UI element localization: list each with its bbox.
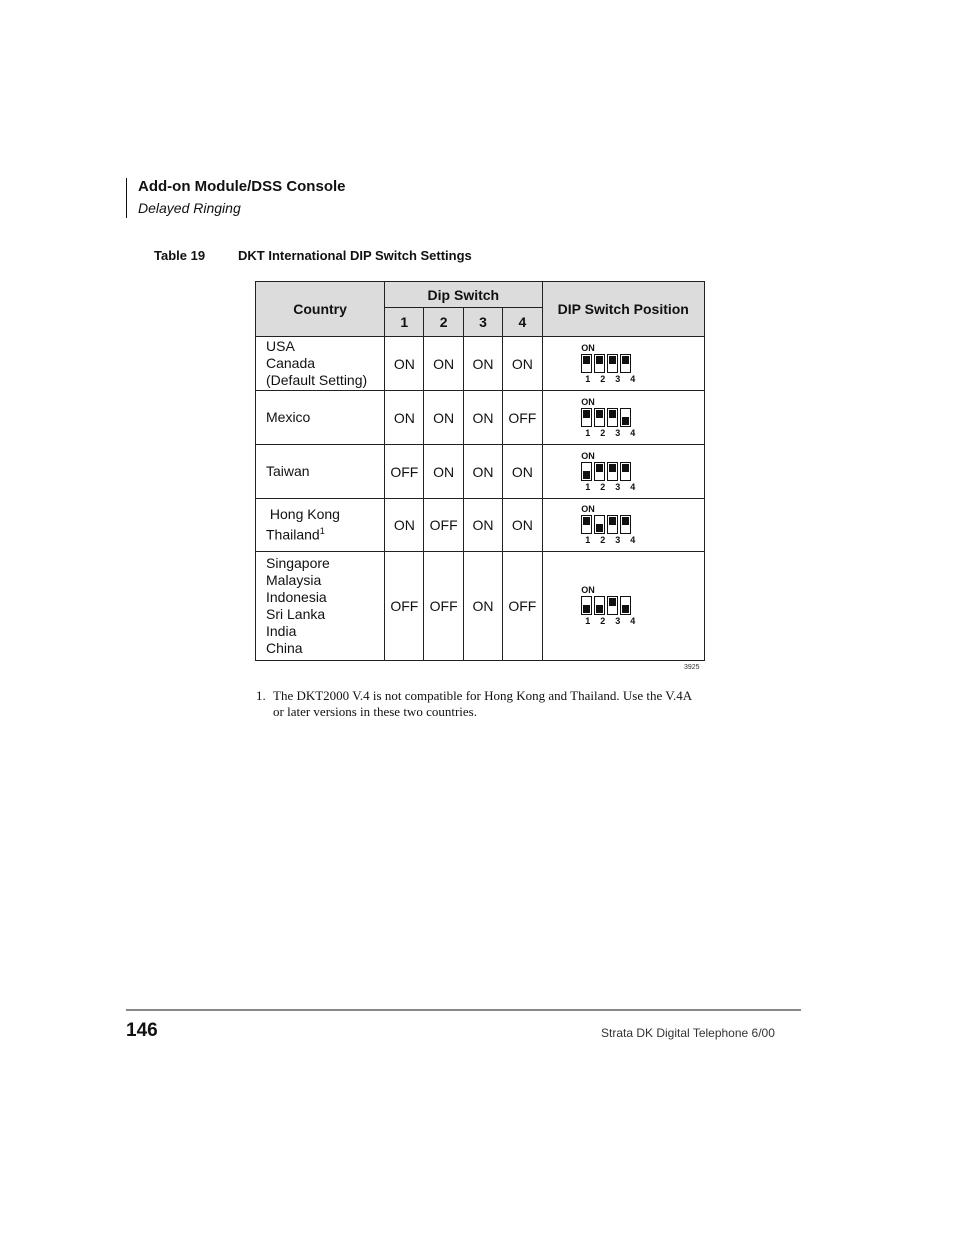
dip-switch-knob [622,356,629,364]
dip-switch-table [255,281,705,661]
dip-switch-number: 4 [630,535,636,545]
country-cell [256,445,385,499]
dip-switch-toggle [581,515,592,534]
country-cell [256,499,385,552]
header-position: DIP Switch Position [542,282,704,337]
dip-switch-knob [583,471,590,479]
dip-on-label: ON [581,342,595,353]
country-name: China [266,640,303,656]
header-switch-3: 3 [463,308,502,337]
dip-switch-diagram [581,504,643,545]
country-name-text: Thailand [266,526,320,543]
header-rule [126,178,127,218]
country-name: USA [266,338,295,354]
dip-on-label: ON [581,450,595,461]
header-country: Country [256,282,385,337]
table-row [256,552,705,661]
dip-switch-knob [622,417,629,425]
dip-switch-number: 1 [585,427,591,438]
footnote-marker: 1 [319,526,325,537]
dip-switch-toggle [620,515,631,534]
dip-switch-knob [622,605,629,613]
dip-switch-number: 1 [585,535,591,545]
dip-switch-number: 4 [630,616,636,626]
dip-position-cell [542,391,704,445]
footnote [256,688,704,720]
switch-value-cell: ON [385,337,424,391]
dip-switch-knob [596,605,603,613]
dip-switch-diagram [581,397,643,438]
dip-switch-numbers [581,482,643,492]
dip-switch-number: 2 [600,373,606,384]
country-name: Sri Lanka [266,606,326,622]
table-row [256,391,705,445]
table-label: Table 19 [154,248,206,263]
footnote-number: 1. [256,688,266,703]
dip-switch-number: 4 [630,481,636,492]
footer-text: Strata DK Digital Telephone 6/00 [601,1026,775,1040]
country-name: Indonesia [266,589,327,605]
dip-switch-knob [596,524,603,532]
dip-switch-toggle [607,354,618,373]
dip-switch-number: 3 [615,535,621,545]
dip-switch-diagram [581,343,643,384]
country-name: Hong Kong [266,506,340,523]
dip-switch-knob [583,356,590,364]
dip-switch-number: 4 [630,427,636,438]
dip-switch-number: 2 [600,616,606,626]
page-number: 146 [126,1020,158,1041]
dip-switch-knob [622,464,629,472]
dip-switch-toggle [581,462,592,481]
country-cell [256,391,385,445]
country-name: Taiwan [266,463,310,479]
dip-switch-number: 3 [615,427,621,438]
dip-switch-toggle [594,596,605,615]
dip-switch-toggle [607,408,618,427]
header-switch-1: 1 [385,308,424,337]
dip-switch-numbers [581,374,643,384]
switch-value-cell: OFF [424,552,463,661]
dip-switch-number: 3 [615,616,621,626]
dip-on-label: ON [581,504,595,514]
dip-switch-toggle [594,462,605,481]
dip-switch-number: 1 [585,373,591,384]
dip-switch-toggle [620,596,631,615]
switch-value-cell: ON [424,445,463,499]
table-row [256,499,705,552]
header-dip-switch: Dip Switch [385,282,542,308]
dip-switch-diagram [581,451,643,492]
switch-value-cell: ON [385,391,424,445]
dip-switch-numbers [581,535,643,545]
footnote-text: The DKT2000 V.4 is not compatible for Hong Kong and Thailand. Use the V.4A or later versions in these two countries. [273,688,692,719]
table-body [256,337,705,661]
country-name: India [266,623,297,639]
switch-value-cell: OFF [385,552,424,661]
dip-switch-toggle [607,596,618,615]
dip-switch-number: 3 [615,481,621,492]
dip-switch-number: 2 [600,481,606,492]
dip-switch-knob [609,598,616,606]
switch-value-cell: OFF [385,445,424,499]
dip-switch-group [581,462,643,481]
dip-switch-toggle [581,596,592,615]
table-title: DKT International DIP Switch Settings [238,248,472,263]
footer-rule [126,1009,801,1011]
dip-switch-toggle [607,515,618,534]
dip-switch-toggle [581,408,592,427]
dip-switch-toggle [594,408,605,427]
figure-id: 3925 [684,664,700,671]
switch-value-cell: ON [503,499,542,552]
dip-switch-knob [583,517,590,525]
dip-switch-number: 2 [600,427,606,438]
dip-switch-group [581,596,643,615]
dip-switch-toggle [581,354,592,373]
switch-value-cell: ON [424,391,463,445]
switch-value-cell: OFF [503,391,542,445]
dip-switch-group [581,354,643,373]
dip-switch-group [581,408,643,427]
header-switch-4: 4 [503,308,542,337]
dip-switch-number: 1 [585,481,591,492]
section-subtitle: Delayed Ringing [138,200,241,216]
country-cell [256,552,385,661]
dip-switch-knob [596,356,603,364]
dip-switch-toggle [594,515,605,534]
dip-switch-knob [609,410,616,418]
switch-value-cell: ON [503,445,542,499]
dip-switch-numbers [581,616,643,626]
switch-value-cell: ON [424,337,463,391]
country-cell [256,337,385,391]
dip-switch-toggle [594,354,605,373]
country-name: (Default Setting) [266,372,368,388]
section-title: Add-on Module/DSS Console [138,178,346,195]
table-row [256,337,705,391]
dip-position-cell [542,445,704,499]
dip-switch-diagram [581,585,643,626]
switch-value-cell: ON [463,337,502,391]
dip-switch-toggle [607,462,618,481]
switch-value-cell: ON [503,337,542,391]
country-name: Mexico [266,409,311,425]
dip-on-label: ON [581,396,595,407]
dip-position-cell [542,552,704,661]
dip-switch-number: 3 [615,373,621,384]
dip-switch-knob [596,410,603,418]
table-row [256,445,705,499]
country-name [266,523,384,544]
dip-switch-knob [583,410,590,418]
dip-switch-number: 2 [600,535,606,545]
dip-switch-knob [596,464,603,472]
country-name: Singapore [266,555,330,571]
dip-switch-toggle [620,408,631,427]
dip-switch-number: 4 [630,373,636,384]
dip-switch-numbers [581,428,643,438]
header-switch-2: 2 [424,308,463,337]
country-name: Canada [266,355,316,371]
switch-value-cell: ON [463,391,502,445]
country-name: Malaysia [266,572,322,588]
dip-position-cell [542,499,704,552]
dip-switch-number: 1 [585,616,591,626]
switch-value-cell: ON [463,499,502,552]
dip-switch-group [581,515,643,534]
switch-value-cell: OFF [424,499,463,552]
dip-switch-toggle [620,354,631,373]
dip-switch-toggle [620,462,631,481]
dip-switch-knob [609,517,616,525]
switch-value-cell: ON [463,552,502,661]
switch-value-cell: OFF [503,552,542,661]
switch-value-cell: ON [463,445,502,499]
dip-switch-knob [622,517,629,525]
dip-switch-knob [583,605,590,613]
dip-position-cell [542,337,704,391]
dip-switch-knob [609,464,616,472]
switch-value-cell: ON [385,499,424,552]
dip-switch-knob [609,356,616,364]
table-caption [154,248,472,263]
dip-on-label: ON [581,585,595,595]
